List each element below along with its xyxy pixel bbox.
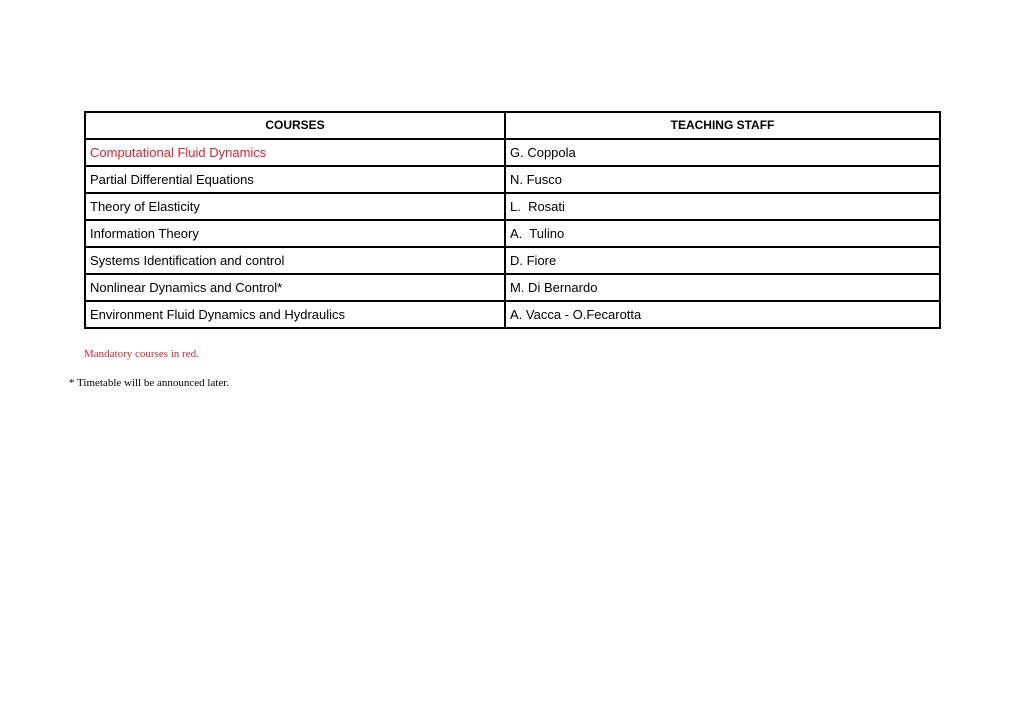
table-header-row bbox=[85, 112, 940, 139]
teaching-staff: G. Coppola bbox=[505, 139, 940, 166]
table-row bbox=[85, 166, 940, 193]
teaching-staff: L. Rosati bbox=[505, 193, 940, 220]
table-row bbox=[85, 139, 940, 166]
table-row bbox=[85, 274, 940, 301]
courses-table bbox=[84, 111, 941, 329]
course-name: Environment Fluid Dynamics and Hydraulics bbox=[85, 301, 505, 328]
teaching-staff: A. Tulino bbox=[505, 220, 940, 247]
courses-header: COURSES bbox=[85, 112, 505, 139]
teaching-staff: N. Fusco bbox=[505, 166, 940, 193]
course-name: Nonlinear Dynamics and Control* bbox=[85, 274, 505, 301]
course-name: Partial Differential Equations bbox=[85, 166, 505, 193]
teaching-staff: M. Di Bernardo bbox=[505, 274, 940, 301]
teaching-staff-header: TEACHING STAFF bbox=[505, 112, 940, 139]
course-name: Theory of Elasticity bbox=[85, 193, 505, 220]
timetable-note: * Timetable will be announced later. bbox=[69, 377, 230, 389]
table-row bbox=[85, 247, 940, 274]
teaching-staff: D. Fiore bbox=[505, 247, 940, 274]
table-row bbox=[85, 301, 940, 328]
table-row bbox=[85, 193, 940, 220]
table-row bbox=[85, 220, 940, 247]
course-name: Information Theory bbox=[85, 220, 505, 247]
course-name-mandatory: Computational Fluid Dynamics bbox=[85, 139, 505, 166]
mandatory-courses-note: Mandatory courses in red. bbox=[84, 348, 199, 360]
course-name: Systems Identification and control bbox=[85, 247, 505, 274]
teaching-staff: A. Vacca - O.Fecarotta bbox=[505, 301, 940, 328]
